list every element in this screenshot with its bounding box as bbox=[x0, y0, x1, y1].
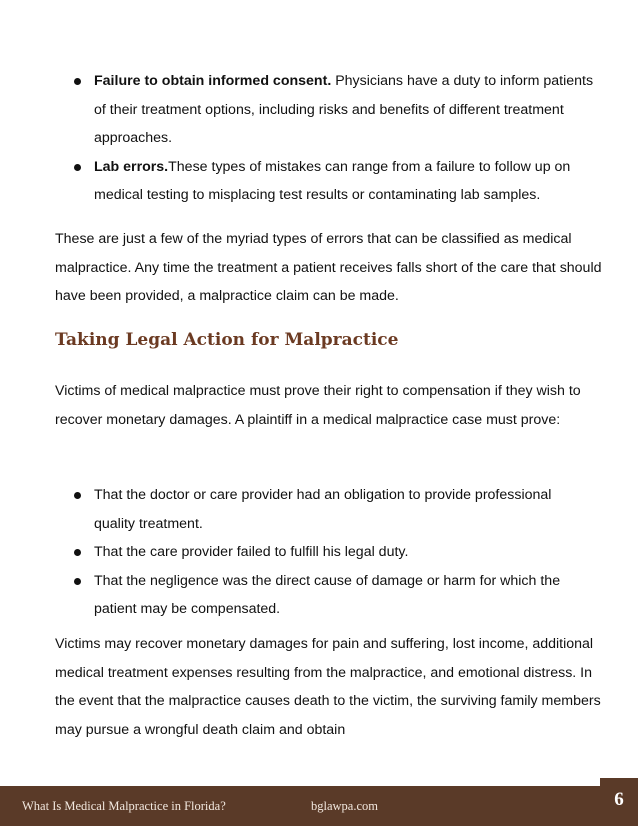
bullet-text: That the negligence was the direct cause of damage or harm for which the patient may be compensated. bbox=[94, 572, 561, 617]
bullet-icon bbox=[74, 492, 81, 499]
bullet-icon bbox=[74, 578, 81, 585]
list-item bbox=[74, 67, 594, 153]
page-footer bbox=[0, 786, 600, 826]
paragraph-errors-summary: These are just a few of the myriad types of errors that can be classified as medical malpractice. Any time the treatment a patient receives falls short of the care that should have been provided, a malpractice claim can be made. bbox=[55, 231, 602, 304]
list-item bbox=[74, 538, 594, 567]
bullet-icon bbox=[74, 78, 81, 85]
footer-title: What Is Medical Malpractice in Florida? bbox=[22, 799, 226, 813]
bullet-list-errors bbox=[74, 67, 594, 210]
page-number: 6 bbox=[600, 778, 638, 826]
bullet-bold-label: Failure to obtain informed consent. bbox=[94, 73, 332, 89]
bullet-text: Physicians have a duty to inform patients of their treatment options, including risks and benefits of different treatment approaches. bbox=[94, 73, 594, 146]
list-item bbox=[74, 567, 594, 624]
list-item bbox=[74, 153, 594, 210]
bullet-text: That the doctor or care provider had an obligation to provide professional quality treatment. bbox=[94, 487, 552, 532]
bullet-text: That the care provider failed to fulfill his legal duty. bbox=[94, 544, 409, 560]
bullet-list-proof bbox=[74, 481, 594, 624]
bullet-icon bbox=[74, 164, 81, 171]
footer-site: bglawpa.com bbox=[311, 799, 378, 813]
bullet-icon bbox=[74, 549, 81, 556]
bullet-text: These types of mistakes can range from a failure to follow up on medical testing to misplacing test results or contaminating lab samples. bbox=[94, 158, 571, 203]
section-heading: Taking Legal Action for Malpractice bbox=[55, 330, 399, 350]
bullet-bold-label: Lab errors. bbox=[94, 158, 169, 175]
paragraph-proof-intro: Victims of medical malpractice must prove their right to compensation if they wish to recover monetary damages. A plaintiff in a medical malpractice case must prove: bbox=[55, 383, 581, 428]
list-item bbox=[74, 481, 594, 538]
paragraph-damages: Victims may recover monetary damages for pain and suffering, lost income, additional medical treatment expenses resulting from the malpractice, and emotional distress. In the event that the malpractice causes death to the victim, the surviving family members may pursue a wrongful death claim and obtain bbox=[55, 636, 601, 738]
